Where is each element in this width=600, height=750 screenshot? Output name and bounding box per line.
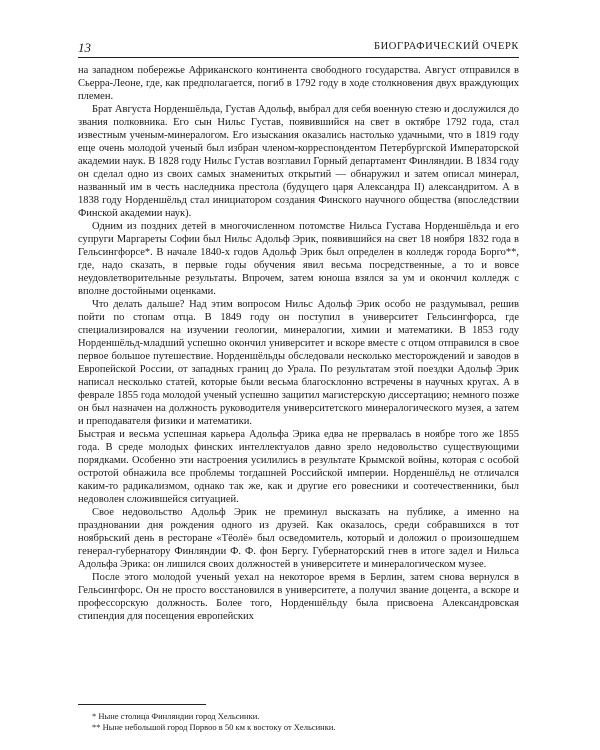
paragraph: После этого молодой ученый уехал на некоторое время в Берлин, затем снова вернулся в Гельсингфорс. Он не просто восстановился в университете, а получил звание доцента, а вскоре и профессорскую должность. Более того, Норденшёльду была присвоена Александровская стипендия для посещения европейских bbox=[78, 572, 519, 622]
footnote-rule bbox=[78, 704, 206, 705]
footnote: ** Ныне небольшой город Порвоо в 50 км к востоку от Хельсинки. bbox=[92, 722, 336, 732]
body-text bbox=[78, 64, 519, 623]
paragraph: на западном побережье Африканского континента свободного государства. Август отправился в Сьерра-Леоне, где, как предполагается, погиб в 1792 году в ходе столкновения двух враждующих племен. bbox=[78, 65, 519, 102]
page-header bbox=[78, 38, 519, 58]
page-number: 13 bbox=[78, 40, 91, 55]
running-head: БИОГРАФИЧЕСКИЙ ОЧЕРК bbox=[374, 41, 519, 52]
footnote: * Ныне столица Финляндии город Хельсинки. bbox=[92, 711, 260, 721]
paragraph: Свое недовольство Адольф Эрик не преминул высказать на публике, а именно на праздновании дня рождения одного из друзей. Как оказалось, среди собравшихся в тот ноябрьский день в ресторане «Тёолё» был осведомитель, который и доложил о произошедшем генерал-губернатору Финляндии Ф. Ф. фон Бергу. Губернаторский гнев в итоге задел и Нильса Адольфа Эрика: он лишился своих должностей в университете и минералогическом музее. bbox=[78, 507, 519, 570]
paragraph: Что делать дальше? Над этим вопросом Нильс Адольф Эрик особо не раздумывал, решив пойти по стопам отца. В 1849 году он поступил в университет Гельсингфорса, где специализировался на изучении геологии, минералогии, химии и математики. В 1853 году Норденшёльд-младший успешно окончил университет и вскоре вместе с отцом отправился в свое первое большое путешествие. Норденшёльды обследовали несколько месторождений и заводов в Европейской России, от западных границ до Урала. По результатам этой поездки Адольф Эрик написал несколько статей, которые были весьма благосклонно встречены в научных кругах. А в феврале 1855 года молодой ученый успешно защитил магистерскую диссертацию; немного позже он был назначен на должность руководителя университетского минералогического музея, а затем и преподавателя физики и математики. bbox=[78, 299, 519, 427]
paragraph: Одним из поздних детей в многочисленном потомстве Нильса Густава Норденшёльда и его супруги Маргареты Софии был Нильс Адольф Эрик, появившийся на свет 18 ноября 1832 года в Гельсингфорсе*. В начале 1840-х годов Адольф Эрик был определен в колледж города Борго**, где, надо сказать, в первые годы обучения явил весьма посредственные, а то и вовсе неудовлетворительные результаты. Впрочем, затем юноша взялся за ум и окончил колледж с вполне достойными оценками. bbox=[78, 221, 519, 297]
header-rule bbox=[78, 57, 519, 58]
paragraph: Брат Августа Норденшёльда, Густав Адольф, выбрал для себя военную стезю и дослужился до звания полковника. Его сын Нильс Густав, появившийся на свет в октябре 1792 года, стал известным ученым-минералогом. Его изыскания оказались настолько удачными, что в 1819 году еще очень молодой ученый был избран членом-корреспондентом Петербургской Императорской академии наук. В 1828 году Нильс Густав возглавил Горный департамент Финляндии. В 1834 году он сделал одно из своих самых знаменитых открытий — обнаружил и затем описал минерал, названный им в честь наследника престола (будущего царя Александра II) александритом. А в 1838 году Норденшёльд стал инициатором создания Финского научного общества (впоследствии Финской академии наук). bbox=[78, 104, 519, 219]
paragraph: Быстрая и весьма успешная карьера Адольфа Эрика едва не прервалась в ноябре того же 1855 года. В среде молодых финских интеллектуалов давно зрело недовольство существующими порядками. Особенно эти настроения усилились в результате Крымской войны, которая с особой остротой обнажила все проблемы тогдашней Российской империи. Норденшёльд не отличался каким-то радикализмом, однако так же, как и другие его ровесники и соотечественники, был недоволен сложившейся ситуацией. bbox=[78, 429, 519, 505]
footnotes bbox=[92, 711, 512, 733]
